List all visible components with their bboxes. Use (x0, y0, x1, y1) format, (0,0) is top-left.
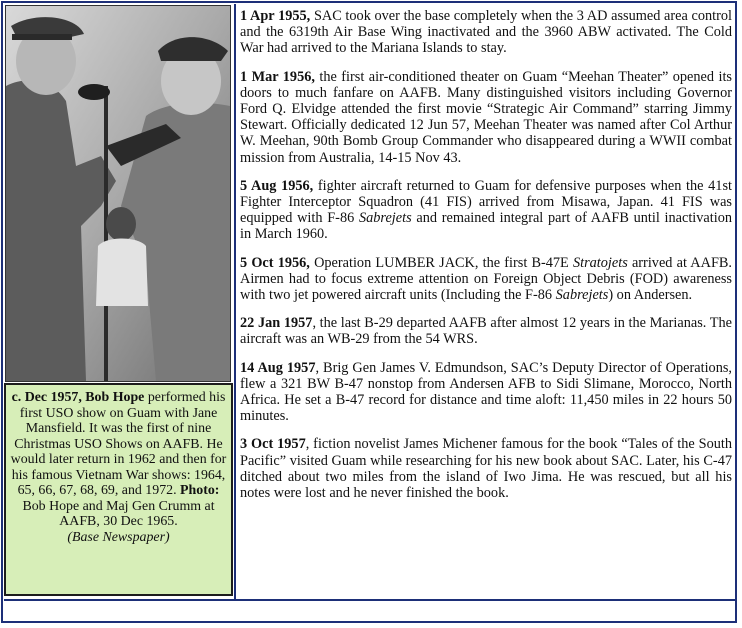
caption-photo-text: Bob Hope and Maj Gen Crumm at AAFB, 30 Dec 1965. (22, 498, 215, 529)
caption-source: (Base Newspaper) (67, 529, 170, 545)
timeline-entries (240, 8, 732, 513)
entry-1-mar-1956: 1 Mar 1956, the first air-conditioned theater on Guam “Meehan Theater” opened its doors to much fanfare on AAFB. Many distinguished visitors including Governor Ford Q. Elvidge attended the first movie “Strategic Air Command” starring Jimmy Stewart. Officially dedicated 12 Jun 57, Meehan Theater was named after Col Arthur W. Meehan, 90th Bomb Group Commander who disappeared during a WWII combat mission from Australia, 14-15 Nov 43. (240, 68, 732, 166)
historical-photo (5, 5, 231, 382)
entry-5-aug-1956: 5 Aug 1956, fighter aircraft returned to Guam for defensive purposes when the 41st Fighter Interceptor Squadron (41 FIS) arrived from Misawa, Japan. 41 FIS was equipped with F-86 Sabrejets and remained integral part of AAFB until inactivation in March 1960. (240, 177, 733, 243)
entry-3-oct-1957: 3 Oct 1957, fiction novelist James Michener famous for the book “Tales of the South Pacific” visited Guam while researching for his new book about SAC. Later, his C-47 ditched about two miles from the island of Iwo Jima. He was rescued, but all his notes were lost and he never finished the book. (240, 436, 732, 502)
entry-22-jan-1957: 22 Jan 1957, the last B-29 departed AAFB after almost 12 years in the Marianas. The aircraft was an WB-29 from the 54 WRS. (240, 315, 732, 348)
entry-14-aug-1957: 14 Aug 1957, Brig Gen James V. Edmundson, SAC’s Deputy Director of Operations, flew a 321 BW B-47 nonstop from Andersen AFB to Sidi Slimane, Morocco, North Africa. He set a B-47 record for distance and time aloft: 11,450 miles in 22 hours 50 minutes. (240, 359, 732, 425)
entry-5-oct-1956: 5 Oct 1956, Operation LUMBER JACK, the first B-47E Stratojets arrived at AAFB. Airmen had to focus extreme attention on Foreign Object Debris (FOD) awareness with two jet powered aircraft units (Including the F-86 Sabrejets) on Andersen. (240, 254, 733, 304)
column-divider (234, 4, 236, 599)
caption-body: performed his first USO show on Guam with Jane Mansfield. It was the first of nine Christmas USO Shows on AAFB. He would later return in 1962 and then for his famous Vietnam War shows: 1964, 65, 66, 67, 68, 69, and 1972. (10, 390, 227, 498)
caption-photo-label: Photo: (180, 483, 220, 498)
caption-date: c. Dec 1957, Bob Hope (11, 390, 145, 405)
bottom-border (4, 599, 735, 620)
photo-caption (4, 383, 233, 596)
entry-1-apr-1955: 1 Apr 1955, SAC took over the base completely when the 3 AD assumed area control and the 6319th Air Base Wing inactivated and the 3960 ABW activated. The Cold War had arrived to the Mariana Islands to stay. (240, 8, 733, 57)
photo-bob-hope-and-general (6, 6, 230, 381)
